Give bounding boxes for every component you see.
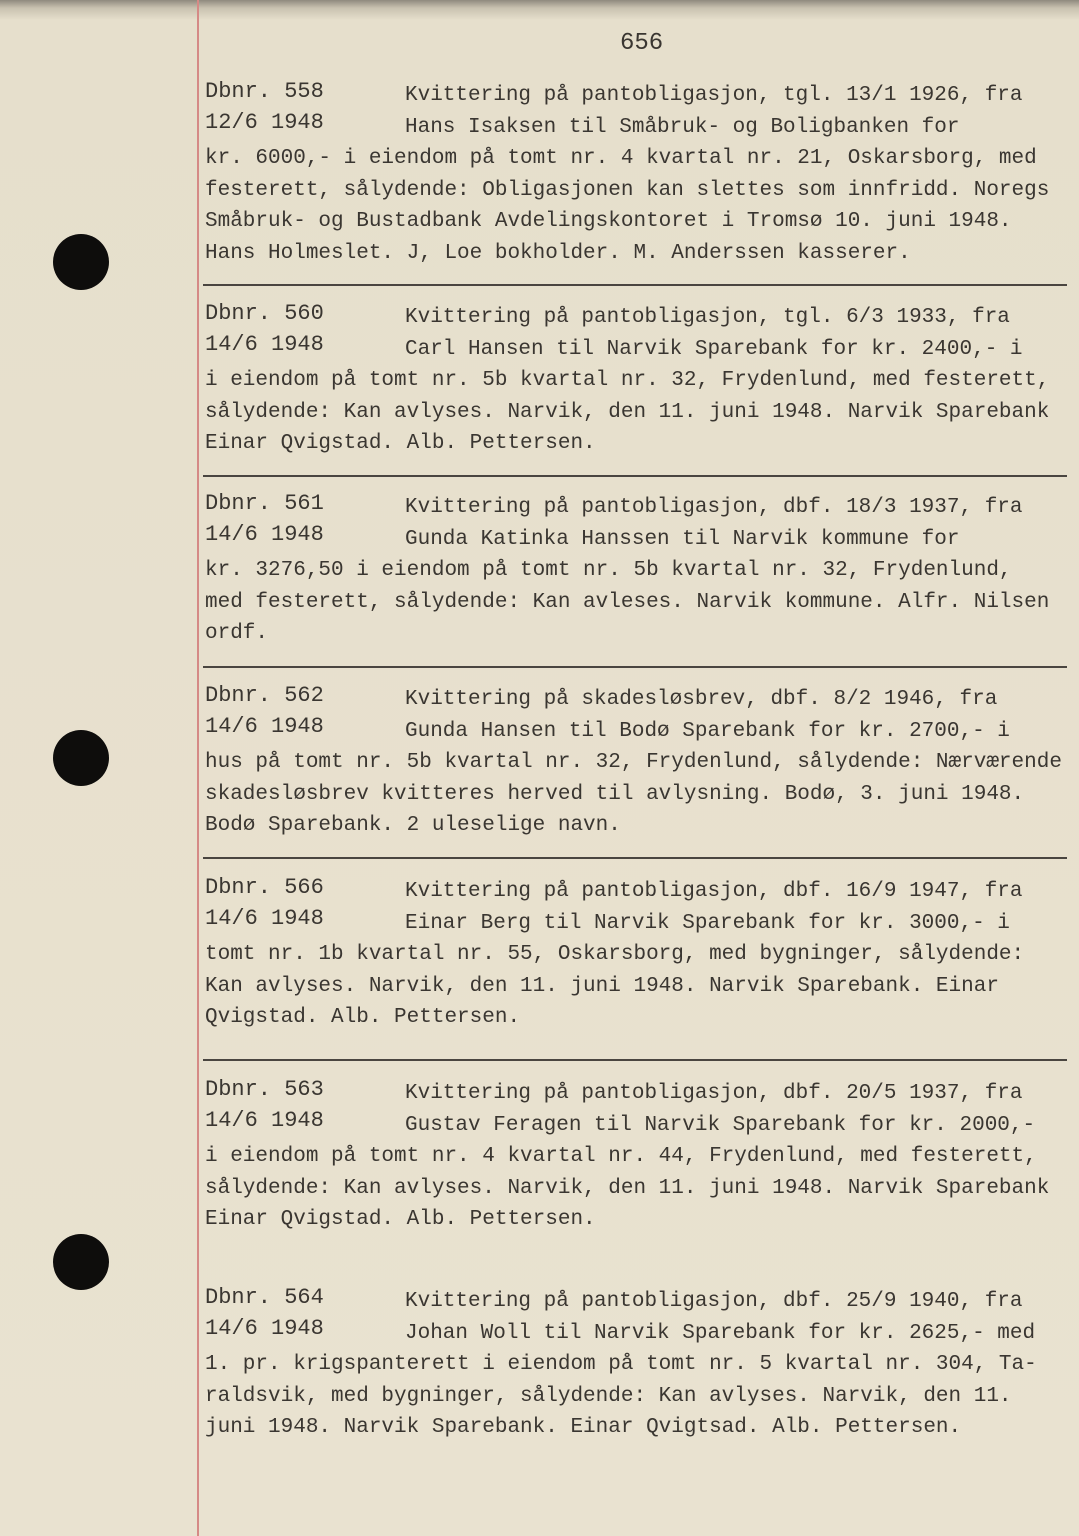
entry-number: Dbnr. 566 <box>205 875 324 900</box>
text-line: sålydende: Kan avlyses. Narvik, den 11. juni 1948. Narvik Sparebank <box>205 400 1050 424</box>
entry-date: 12/6 1948 <box>205 110 324 135</box>
text-line: ordf. <box>205 622 269 645</box>
entry-text <box>205 76 1075 269</box>
entry-number: Dbnr. 561 <box>205 491 324 516</box>
entry-number: Dbnr. 564 <box>205 1285 324 1310</box>
entry <box>205 76 1075 269</box>
entry-date: 14/6 1948 <box>205 1316 324 1341</box>
entry-meta <box>205 1282 324 1344</box>
entry <box>205 298 1075 460</box>
text-line: tomt nr. 1b kvartal nr. 55, Oskarsborg, med bygninger, sålydende: <box>205 943 1025 966</box>
entry-text <box>205 488 1075 650</box>
text-line: sålydende: Kan avlyses. Narvik, den 11. juni 1948. Narvik Sparebank <box>205 1176 1050 1200</box>
text-line: Kvittering på pantobligasjon, dbf. 16/9 1947, fra <box>405 880 1023 903</box>
entry-date: 14/6 1948 <box>205 522 324 547</box>
text-line: juni 1948. Narvik Sparebank. Einar Qvigtsad. Alb. Pettersen. <box>205 1416 962 1439</box>
text-line: Kvittering på pantobligasjon, tgl. 6/3 1933, fra <box>405 306 1010 329</box>
entry <box>205 872 1075 1034</box>
page-number: 656 <box>620 30 664 57</box>
entry-text <box>205 1074 1075 1236</box>
text-line: Einar Berg til Narvik Sparebank for kr. 3000,- i <box>405 911 1010 935</box>
entry-meta <box>205 872 324 934</box>
text-line: festerett, sålydende: Obligasjonen kan slettes som innfridd. Noregs <box>205 178 1050 202</box>
text-line: Einar Qvigstad. Alb. Pettersen. <box>205 1208 596 1231</box>
text-line: Kvittering på pantobligasjon, dbf. 18/3 1937, fra <box>405 496 1023 519</box>
margin-line <box>197 0 199 1536</box>
text-line: skadesløsbrev kvitteres herved til avlysning. Bodø, 3. juni 1948. <box>205 782 1025 806</box>
entry-number: Dbnr. 563 <box>205 1077 324 1102</box>
text-line: Kvittering på pantobligasjon, dbf. 20/5 1937, fra <box>405 1082 1023 1105</box>
text-line: med festerett, sålydende: Kan avleses. Narvik kommune. Alfr. Nilsen <box>205 590 1050 614</box>
text-line: Carl Hansen til Narvik Sparebank for kr. 2400,- i <box>405 337 1023 361</box>
entry-number: Dbnr. 562 <box>205 683 324 708</box>
divider <box>203 284 1067 286</box>
text-line: i eiendom på tomt nr. 5b kvartal nr. 32, Frydenlund, med festerett, <box>205 369 1050 392</box>
text-line: Kvittering på pantobligasjon, dbf. 25/9 1940, fra <box>405 1290 1023 1313</box>
text-line: kr. 3276,50 i eiendom på tomt nr. 5b kvartal nr. 32, Frydenlund, <box>205 559 1012 582</box>
text-line: hus på tomt nr. 5b kvartal nr. 32, Frydenlund, sålydende: Nærværende <box>205 751 1062 774</box>
entry <box>205 1282 1075 1444</box>
entry-text <box>205 872 1075 1034</box>
text-line: Gunda Hansen til Bodø Sparebank for kr. 2700,- i <box>405 719 1010 743</box>
entry-date: 14/6 1948 <box>205 714 324 739</box>
text-line: Kan avlyses. Narvik, den 11. juni 1948. Narvik Sparebank. Einar <box>205 974 999 998</box>
text-line: Johan Woll til Narvik Sparebank for kr. 2625,- med <box>405 1321 1036 1345</box>
entry-date: 14/6 1948 <box>205 332 324 357</box>
entry-meta <box>205 488 324 550</box>
entry-meta <box>205 298 324 360</box>
text-line: Småbruk- og Bustadbank Avdelingskontoret i Tromsø 10. juni 1948. <box>205 210 1012 233</box>
text-line: Bodø Sparebank. 2 uleselige navn. <box>205 814 621 837</box>
entry-meta <box>205 680 324 742</box>
divider <box>203 666 1067 668</box>
entry <box>205 680 1075 842</box>
text-line: kr. 6000,- i eiendom på tomt nr. 4 kvartal nr. 21, Oskarsborg, med <box>205 147 1037 170</box>
text-line: Hans Isaksen til Småbruk- og Boligbanken for <box>405 115 960 139</box>
text-line: Gustav Feragen til Narvik Sparebank for kr. 2000,- <box>405 1113 1036 1137</box>
entry-date: 14/6 1948 <box>205 1108 324 1133</box>
text-line: Gunda Katinka Hanssen til Narvik kommune for <box>405 527 960 551</box>
punch-hole <box>53 234 109 290</box>
entry-text <box>205 1282 1075 1444</box>
entry-meta <box>205 1074 324 1136</box>
text-line: Kvittering på pantobligasjon, tgl. 13/1 1926, fra <box>405 84 1023 107</box>
entry <box>205 488 1075 650</box>
entry-text <box>205 680 1075 842</box>
entry-meta <box>205 76 324 138</box>
text-line: Hans Holmeslet. J, Loe bokholder. M. Anderssen kasserer. <box>205 241 911 265</box>
entry-number: Dbnr. 558 <box>205 79 324 104</box>
punch-hole <box>53 730 109 786</box>
text-line: raldsvik, med bygninger, sålydende: Kan avlyses. Narvik, den 11. <box>205 1384 1012 1408</box>
text-line: Einar Qvigstad. Alb. Pettersen. <box>205 432 596 455</box>
punch-hole <box>53 1234 109 1290</box>
divider <box>203 475 1067 477</box>
text-line: Qvigstad. Alb. Pettersen. <box>205 1006 521 1029</box>
text-line: 1. pr. krigspanterett i eiendom på tomt nr. 5 kvartal nr. 304, Ta- <box>205 1353 1037 1376</box>
entry-number: Dbnr. 560 <box>205 301 324 326</box>
entry-text <box>205 298 1075 460</box>
entry-date: 14/6 1948 <box>205 906 324 931</box>
divider <box>203 1059 1067 1061</box>
entry <box>205 1074 1075 1236</box>
text-line: i eiendom på tomt nr. 4 kvartal nr. 44, Frydenlund, med festerett, <box>205 1145 1037 1168</box>
text-line: Kvittering på skadesløsbrev, dbf. 8/2 1946, fra <box>405 688 998 711</box>
divider <box>203 857 1067 859</box>
